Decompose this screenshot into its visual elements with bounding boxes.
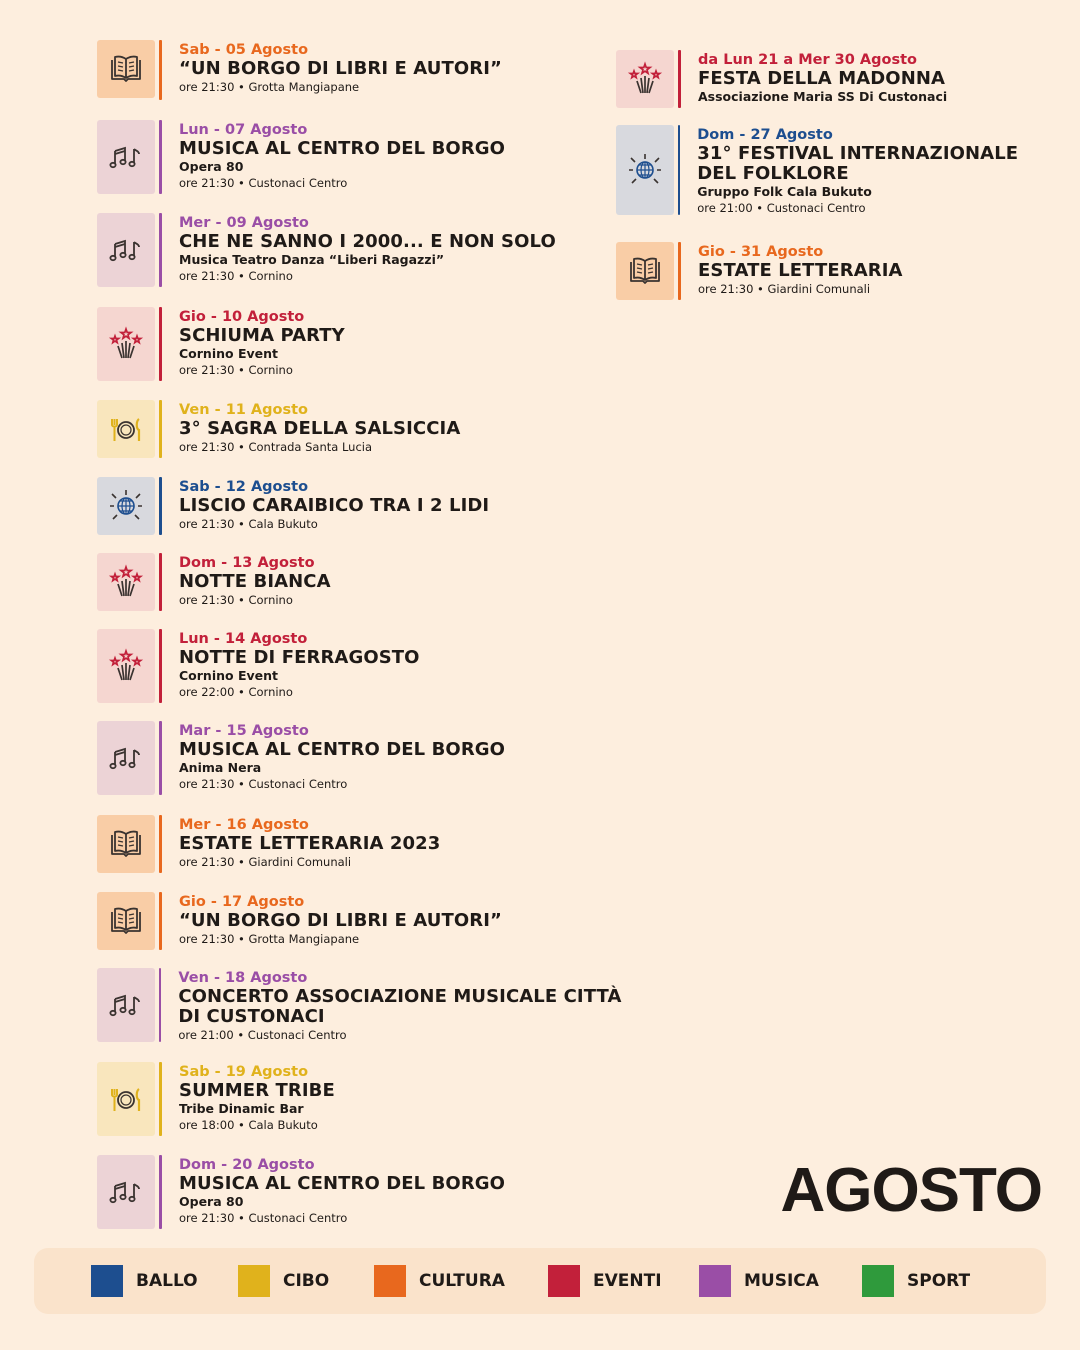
fireworks-icon <box>97 553 155 611</box>
event-subtitle: Gruppo Folk Cala Bukuto <box>697 184 872 199</box>
event-title: SCHIUMA PARTY <box>179 325 345 346</box>
event-title: ESTATE LETTERARIA <box>698 260 903 281</box>
plate-cutlery-icon <box>97 400 155 458</box>
event-subtitle: Opera 80 <box>179 159 244 174</box>
event-info <box>179 477 489 535</box>
event-item <box>616 50 947 108</box>
legend-label: SPORT <box>907 1271 971 1291</box>
event-time-location: ore 21:30 • Contrada Santa Lucia <box>179 440 373 454</box>
event-info <box>179 307 345 381</box>
music-note-icon <box>97 1155 155 1229</box>
event-date: Mer - 16 Agosto <box>179 817 309 833</box>
category-bar <box>159 553 162 611</box>
event-item <box>97 815 440 873</box>
book-icon <box>97 815 155 873</box>
event-title: FESTA DELLA MADONNA <box>698 68 946 89</box>
event-date: Sab - 05 Agosto <box>179 42 309 58</box>
event-title: CHE NE SANNO I 2000... E NON SOLO <box>179 231 556 252</box>
music-note-icon <box>97 721 155 795</box>
event-date: Ven - 11 Agosto <box>179 402 309 418</box>
event-title: MUSICA AL CENTRO DEL BORGO <box>179 739 506 760</box>
event-info <box>179 629 420 703</box>
event-time-location: ore 21:30 • Cornino <box>179 363 293 377</box>
event-title: “UN BORGO DI LIBRI E AUTORI” <box>179 910 502 931</box>
legend-label: CIBO <box>283 1271 330 1291</box>
event-time-location: ore 21:00 • Custonaci Centro <box>697 201 866 215</box>
event-title: MUSICA AL CENTRO DEL BORGO <box>179 138 506 159</box>
event-item <box>97 892 502 950</box>
event-info <box>697 125 1056 215</box>
legend-swatch <box>91 1265 123 1297</box>
event-time-location: ore 21:30 • Grotta Mangiapane <box>179 80 360 94</box>
event-info <box>698 50 947 108</box>
book-icon <box>97 892 155 950</box>
music-note-icon <box>97 968 155 1042</box>
event-title: NOTTE DI FERRAGOSTO <box>179 647 420 668</box>
event-info <box>179 553 331 611</box>
plate-cutlery-icon <box>97 1062 155 1136</box>
event-info <box>179 892 502 950</box>
legend-swatch <box>548 1265 580 1297</box>
event-info <box>179 1155 505 1229</box>
event-date: Mer - 09 Agosto <box>179 215 309 231</box>
category-bar <box>159 815 162 873</box>
event-date: Ven - 18 Agosto <box>178 970 308 986</box>
month-title: AGOSTO <box>780 1156 1042 1225</box>
event-info <box>179 815 440 873</box>
event-time-location: ore 21:30 • Cornino <box>179 269 293 283</box>
category-bar <box>678 242 681 300</box>
category-bar <box>159 968 161 1042</box>
category-legend <box>34 1248 1046 1314</box>
legend-label: CULTURA <box>419 1271 505 1291</box>
event-subtitle: Cornino Event <box>179 346 278 361</box>
event-item <box>97 553 331 611</box>
category-bar <box>159 307 162 381</box>
event-item <box>97 968 637 1042</box>
fireworks-icon <box>616 50 674 108</box>
event-date: Dom - 27 Agosto <box>697 127 833 143</box>
legend-swatch <box>862 1265 894 1297</box>
event-item <box>97 721 505 795</box>
event-title: LISCIO CARAIBICO TRA I 2 LIDI <box>179 495 490 516</box>
event-time-location: ore 22:00 • Cornino <box>179 685 293 699</box>
legend-swatch <box>374 1265 406 1297</box>
event-item <box>97 629 420 703</box>
event-title: “UN BORGO DI LIBRI E AUTORI” <box>179 58 502 79</box>
event-time-location: ore 21:30 • Custonaci Centro <box>179 777 348 791</box>
event-item <box>97 40 502 100</box>
legend-label: EVENTI <box>593 1271 662 1291</box>
event-time-location: ore 21:00 • Custonaci Centro <box>178 1028 347 1042</box>
event-info <box>698 242 903 300</box>
category-bar <box>159 629 162 703</box>
category-bar <box>159 400 162 458</box>
legend-label: BALLO <box>136 1271 198 1291</box>
book-icon <box>616 242 674 300</box>
event-time-location: ore 18:00 • Cala Bukuto <box>179 1118 318 1132</box>
event-item <box>97 213 556 287</box>
legend-item-ballo <box>91 1265 198 1297</box>
legend-item-cibo <box>238 1265 329 1297</box>
category-bar <box>678 125 680 215</box>
event-date: Gio - 17 Agosto <box>179 894 305 910</box>
event-item <box>97 1062 335 1136</box>
event-title: ESTATE LETTERARIA 2023 <box>179 833 441 854</box>
legend-label: MUSICA <box>744 1271 819 1291</box>
category-bar <box>159 120 162 194</box>
event-date: Sab - 19 Agosto <box>179 1064 309 1080</box>
event-info <box>179 1062 335 1136</box>
category-bar <box>159 40 162 100</box>
event-date: Lun - 07 Agosto <box>179 122 308 138</box>
event-time-location: ore 21:30 • Giardini Comunali <box>179 855 352 869</box>
event-title: 3° SAGRA DELLA SALSICCIA <box>179 418 461 439</box>
event-title: 31° FESTIVAL INTERNAZIONALE DEL FOLKLORE <box>697 143 1019 184</box>
event-subtitle: Cornino Event <box>179 668 278 683</box>
event-date: Gio - 31 Agosto <box>698 244 824 260</box>
event-item <box>97 400 460 458</box>
category-bar <box>159 477 162 535</box>
disco-ball-icon <box>97 477 155 535</box>
event-subtitle: Anima Nera <box>179 760 262 775</box>
event-info <box>179 120 505 194</box>
category-bar <box>159 892 162 950</box>
event-time-location: ore 21:30 • Cala Bukuto <box>179 517 318 531</box>
event-info <box>178 968 637 1042</box>
event-subtitle: Associazione Maria SS Di Custonaci <box>698 89 948 104</box>
event-item <box>97 307 345 381</box>
event-item <box>616 242 903 300</box>
legend-swatch <box>699 1265 731 1297</box>
event-date: Mar - 15 Agosto <box>179 723 309 739</box>
event-subtitle: Opera 80 <box>179 1194 244 1209</box>
event-item <box>97 120 505 194</box>
event-date: Dom - 20 Agosto <box>179 1157 315 1173</box>
music-note-icon <box>97 213 155 287</box>
category-bar <box>159 1062 162 1136</box>
book-icon <box>97 40 155 98</box>
legend-item-sport <box>862 1265 970 1297</box>
event-item <box>97 1155 505 1229</box>
legend-item-cultura <box>374 1265 505 1297</box>
legend-item-musica <box>699 1265 819 1297</box>
event-info <box>179 40 502 100</box>
fireworks-icon <box>97 629 155 703</box>
event-info <box>179 400 460 458</box>
event-title: SUMMER TRIBE <box>179 1080 335 1101</box>
music-note-icon <box>97 120 155 194</box>
event-date: Lun - 14 Agosto <box>179 631 308 647</box>
legend-item-eventi <box>548 1265 662 1297</box>
disco-ball-icon <box>616 125 674 215</box>
event-time-location: ore 21:30 • Giardini Comunali <box>698 282 871 296</box>
event-date: Dom - 13 Agosto <box>179 555 315 571</box>
fireworks-icon <box>97 307 155 381</box>
event-title: CONCERTO ASSOCIAZIONE MUSICALE CITTÀ DI CUSTONACI <box>178 986 622 1027</box>
event-subtitle: Musica Teatro Danza “Liberi Ragazzi” <box>179 252 445 267</box>
category-bar <box>159 213 162 287</box>
event-title: MUSICA AL CENTRO DEL BORGO <box>179 1173 506 1194</box>
event-info <box>179 213 556 287</box>
event-item <box>616 125 1056 215</box>
event-time-location: ore 21:30 • Cornino <box>179 593 293 607</box>
event-date: Gio - 10 Agosto <box>179 309 305 325</box>
event-title: NOTTE BIANCA <box>179 571 331 592</box>
event-date: da Lun 21 a Mer 30 Agosto <box>698 52 917 68</box>
category-bar <box>678 50 681 108</box>
event-time-location: ore 21:30 • Grotta Mangiapane <box>179 932 360 946</box>
event-info <box>179 721 505 795</box>
category-bar <box>159 721 162 795</box>
event-time-location: ore 21:30 • Custonaci Centro <box>179 176 348 190</box>
event-time-location: ore 21:30 • Custonaci Centro <box>179 1211 348 1225</box>
event-subtitle: Tribe Dinamic Bar <box>179 1101 304 1116</box>
legend-swatch <box>238 1265 270 1297</box>
category-bar <box>159 1155 162 1229</box>
event-date: Sab - 12 Agosto <box>179 479 309 495</box>
event-item <box>97 477 489 535</box>
